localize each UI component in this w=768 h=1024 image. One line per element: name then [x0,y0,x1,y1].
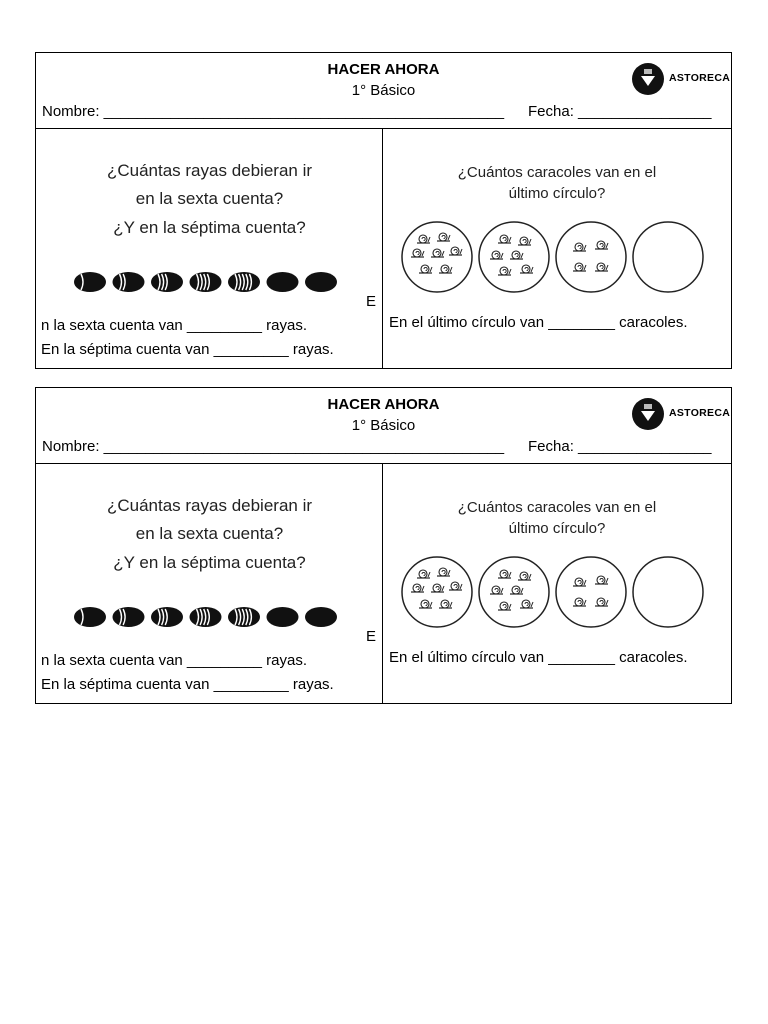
bead-sequence-image [74,269,384,295]
stripes-exercise [36,129,383,368]
do-now-card [35,52,732,369]
card-title: HACER AHORA [327,61,440,78]
bead [305,607,337,627]
card-body [36,464,731,703]
grade-label: 1° Básico [351,417,416,434]
bead [267,272,299,292]
name-field-line: Nombre: ________________________________________________ [42,438,505,455]
answer-line-sixth: n la sexta cuenta van _________ rayas. [41,652,308,669]
snail-circles-image [401,554,711,630]
bead-sequence-image [74,604,384,630]
logo-text: ASTORECA [669,407,731,419]
card-header [36,53,731,129]
bead [151,607,183,627]
snail-circles-image [401,219,711,295]
snail-circle [479,222,549,292]
question-line: en la sexta cuenta? [135,189,284,208]
answer-line-snails: En el último círculo van ________ caracoles. [389,314,688,331]
snail-circle [479,557,549,627]
bead [74,607,106,627]
astoreca-logo [632,398,730,432]
astoreca-logo [632,63,730,97]
snail-circle [556,557,626,627]
bead [113,272,145,292]
bead [190,607,222,627]
bead [74,272,106,292]
date-field-line: Fecha: ________________ [528,103,712,120]
question-line: último círculo? [508,185,606,202]
snails-exercise [383,129,731,368]
logo-text: ASTORECA [669,72,731,84]
answer-line-seventh: En la séptima cuenta van _________ rayas. [41,676,334,693]
bead [267,607,299,627]
question-line: ¿Y en la séptima cuenta? [113,553,306,572]
snail-circle [633,557,703,627]
date-field-line: Fecha: ________________ [528,438,712,455]
bead [190,272,222,292]
question-line: ¿Y en la séptima cuenta? [113,218,306,237]
answer-line-seventh: En la séptima cuenta van _________ rayas. [41,341,334,358]
card-body [36,129,731,368]
grade-label: 1° Básico [351,82,416,99]
card-title: HACER AHORA [327,396,440,413]
snail-circle [402,222,472,292]
down-arrow-circle-icon [632,398,664,430]
bead [151,272,183,292]
down-arrow-circle-icon [632,63,664,95]
answer-line-sixth: n la sexta cuenta van _________ rayas. [41,317,308,334]
bead [113,607,145,627]
bead [228,272,260,292]
question-line: ¿Cuántos caracoles van en el [457,499,657,516]
snail-circle [402,557,472,627]
question-line: ¿Cuántos caracoles van en el [457,164,657,181]
question-line: ¿Cuántas rayas debieran ir [106,161,313,180]
snail-circle [556,222,626,292]
question-line: en la sexta cuenta? [135,524,284,543]
bead [228,607,260,627]
bead [305,272,337,292]
stray-letter: E [366,293,377,310]
card-header [36,388,731,464]
snail-circle [633,222,703,292]
question-line: ¿Cuántas rayas debieran ir [106,496,313,515]
question-line: último círculo? [508,520,606,537]
stripes-exercise [36,464,383,703]
do-now-card [35,387,732,704]
answer-line-snails: En el último círculo van ________ caracoles. [389,649,688,666]
name-field-line: Nombre: ________________________________________________ [42,103,505,120]
stray-letter: E [366,628,377,645]
snails-exercise [383,464,731,703]
